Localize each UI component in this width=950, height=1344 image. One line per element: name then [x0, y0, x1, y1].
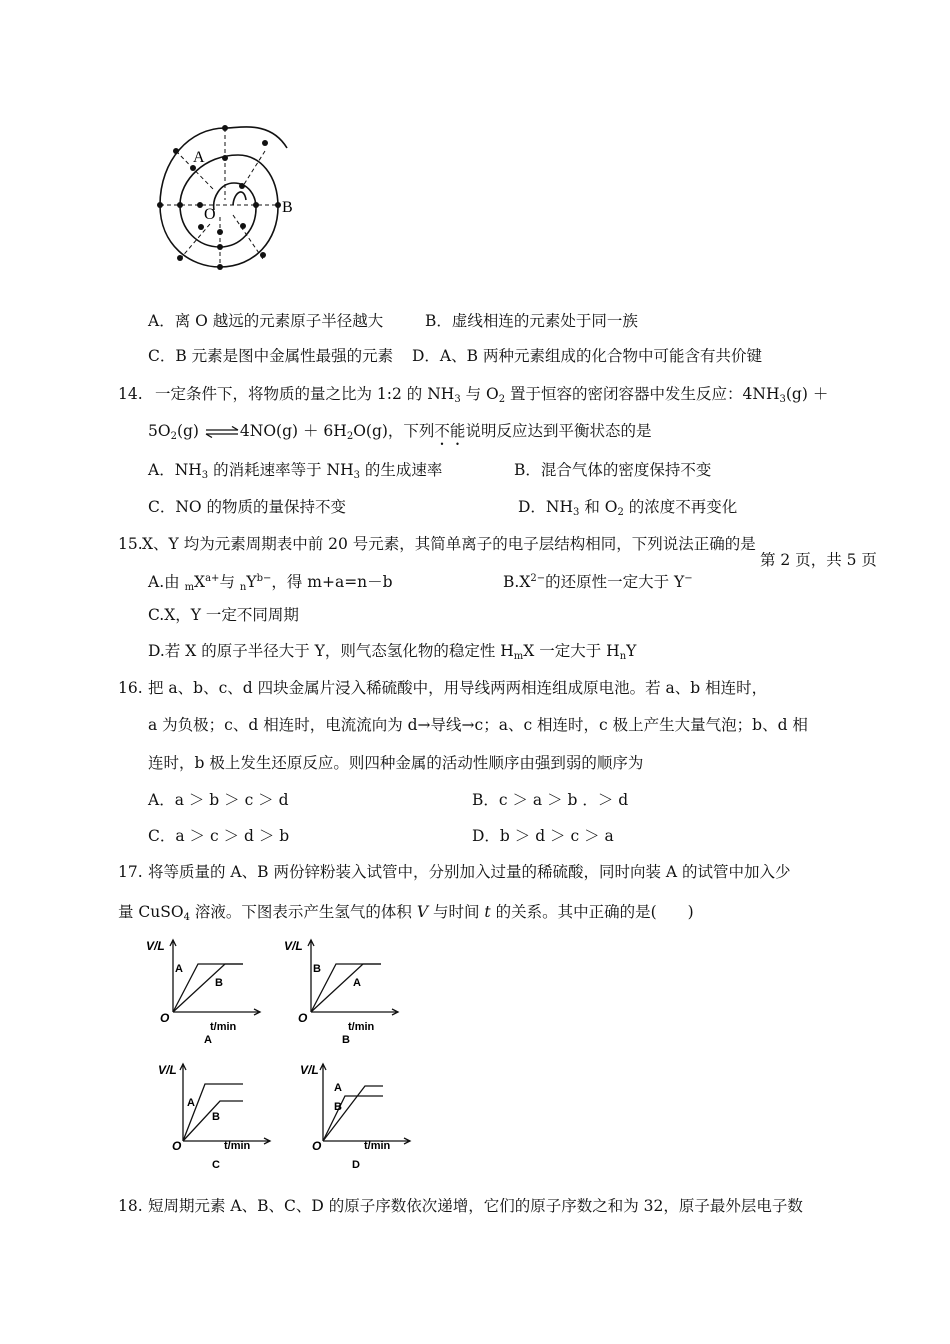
q18-stem-line1: 短周期元素 A、B、C、D 的原子序数依次递增，它们的原子序数之和为 32，原子最外层电子数: [148, 1197, 803, 1215]
q15-number: 15.: [118, 535, 143, 553]
spiral-outer-arc: [160, 127, 287, 267]
q15-stem: X、Y 均为元素周期表中前 20 号元素，其简单离子的电子层结构相同，下列说法正确的是: [142, 535, 756, 553]
q15-option-d: D.若 X 的原子半径大于 Y，则气态氢化物的稳定性 $H_mX$ 一定大于 $H_nY$: [148, 642, 637, 662]
q16-option-d: D．b ＞ d ＞ c ＞ a: [472, 827, 614, 845]
graph-c-ylabel: V/L: [158, 1063, 177, 1077]
graph-d-xlabel: t/min: [364, 1140, 391, 1152]
graph-a-curve1-label: A: [175, 963, 183, 975]
q16-number: 16.: [118, 679, 143, 697]
graph-d-origin: O: [312, 1139, 322, 1153]
spiral-center-hook: [233, 192, 246, 205]
graph-c-origin: O: [172, 1139, 182, 1153]
q13-option-a: A．离 O 越远的元素原子半径越大: [148, 312, 384, 330]
spiral-figure: [140, 115, 320, 275]
graph-a: [140, 932, 280, 1047]
q15-option-c: C.X，Y 一定不同周期: [148, 606, 299, 624]
graph-b-caption: B: [342, 1034, 350, 1046]
label-B: B: [282, 199, 293, 216]
q14-stem-line1: 一定条件下，将物质的量之比为 1:2 的 $NH_3$ 与 $O_2$ 置于恒容的密闭容器中发生反应：$4NH_3(g)$ ＋: [155, 385, 829, 405]
q14-option-b: B．混合气体的密度保持不变: [514, 461, 712, 479]
emphasis-not-can: 不能: [434, 422, 466, 440]
graph-d: [290, 1056, 430, 1176]
graph-a-curve-B: [173, 964, 243, 1012]
q16-stem-line3: 连时，b 极上发生还原反应。则四种金属的活动性顺序由强到弱的顺序为: [148, 754, 644, 772]
q17-stem-line2: 量 CuSO$_4$ 溶液。下图表示产生氢气的体积 V 与时间 t 的关系。其中正确的是( ): [118, 903, 694, 923]
graph-a-caption: A: [204, 1034, 212, 1046]
q16-stem-line1: 把 a、b、c、d 四块金属片浸入稀硫酸中，用导线两两相连组成原电池。若 a、b 相连时，: [148, 679, 768, 697]
graph-b-curve2-label: A: [353, 977, 361, 989]
graph-b-xlabel: t/min: [348, 1021, 375, 1033]
graph-d-curve1-label: A: [334, 1082, 342, 1094]
graph-a-origin: O: [160, 1011, 170, 1025]
q17-number: 17.: [118, 863, 143, 881]
q13-option-d: D．A、B 两种元素组成的化合物中可能含有共价键: [412, 347, 762, 365]
q18-number: 18.: [118, 1197, 143, 1215]
q16-option-c: C．a ＞ c ＞ d ＞ b: [148, 827, 290, 845]
graph-c: [150, 1056, 290, 1176]
graph-c-curve2-label: B: [212, 1111, 220, 1123]
graph-a-ylabel: V/L: [146, 939, 165, 953]
graph-a-xlabel: t/min: [210, 1021, 237, 1033]
graph-c-xlabel: t/min: [224, 1140, 251, 1152]
q16-option-b: B．c ＞ a ＞ b ．＞ d: [472, 791, 629, 809]
graph-d-caption: D: [352, 1159, 360, 1171]
graph-b: [278, 932, 418, 1047]
q13-option-c: C．B 元素是图中金属性最强的元素: [148, 347, 394, 365]
graph-d-curve-A: [323, 1086, 383, 1141]
graph-d-curve2-label: B: [334, 1101, 342, 1113]
equilibrium-arrow-icon: [204, 426, 240, 438]
graph-b-curve1-label: B: [313, 963, 321, 975]
graph-b-curve-A: [311, 964, 381, 1012]
graph-a-curve2-label: B: [215, 977, 223, 989]
q14-option-d: D．$NH_3$ 和 $O_2$ 的浓度不再变化: [518, 498, 738, 518]
q14-stem-line2: $5O_2(g)$ $4NO(g) + 6H_2O(g)$，下列不能说明反应达到平衡状态的是: [148, 422, 652, 442]
q14-number: 14.: [118, 385, 143, 403]
q13-option-b: B．虚线相连的元素处于同一族: [425, 312, 638, 330]
q15-option-a: A.由 $_mX^{a+}$与 $_nY^{b-}$，得 m+a=n－b: [148, 573, 393, 593]
q15-option-b: $B.X^{2-}$的还原性一定大于 Y−: [503, 573, 693, 591]
graph-d-ylabel: V/L: [300, 1063, 319, 1077]
label-A: A: [193, 149, 205, 166]
q16-stem-line2: a 为负极；c、d 相连时，电流流向为 d→导线→c；a、c 相连时，c 极上产生大量气泡；b、d 相: [148, 716, 808, 734]
graph-b-ylabel: V/L: [284, 939, 303, 953]
graph-b-origin: O: [298, 1011, 308, 1025]
page-number: 第 2 页，共 5 页: [760, 551, 877, 569]
label-O: O: [204, 206, 216, 223]
q16-option-a: A．a ＞ b ＞ c ＞ d: [148, 791, 289, 809]
graph-c-curve1-label: A: [187, 1097, 195, 1109]
q14-option-c: C．NO 的物质的量保持不变: [148, 498, 347, 516]
q14-option-a: A．$NH_3$ 的消耗速率等于 $NH_3$ 的生成速率: [148, 461, 443, 481]
graph-c-caption: C: [212, 1159, 220, 1171]
graph-b-curve-B: [311, 964, 381, 1012]
graph-a-curve-A: [173, 964, 243, 1012]
q17-stem-line1: 将等质量的 A、B 两份锌粉装入试管中，分别加入过量的稀硫酸，同时向装 A 的试管中加入少: [148, 863, 791, 881]
